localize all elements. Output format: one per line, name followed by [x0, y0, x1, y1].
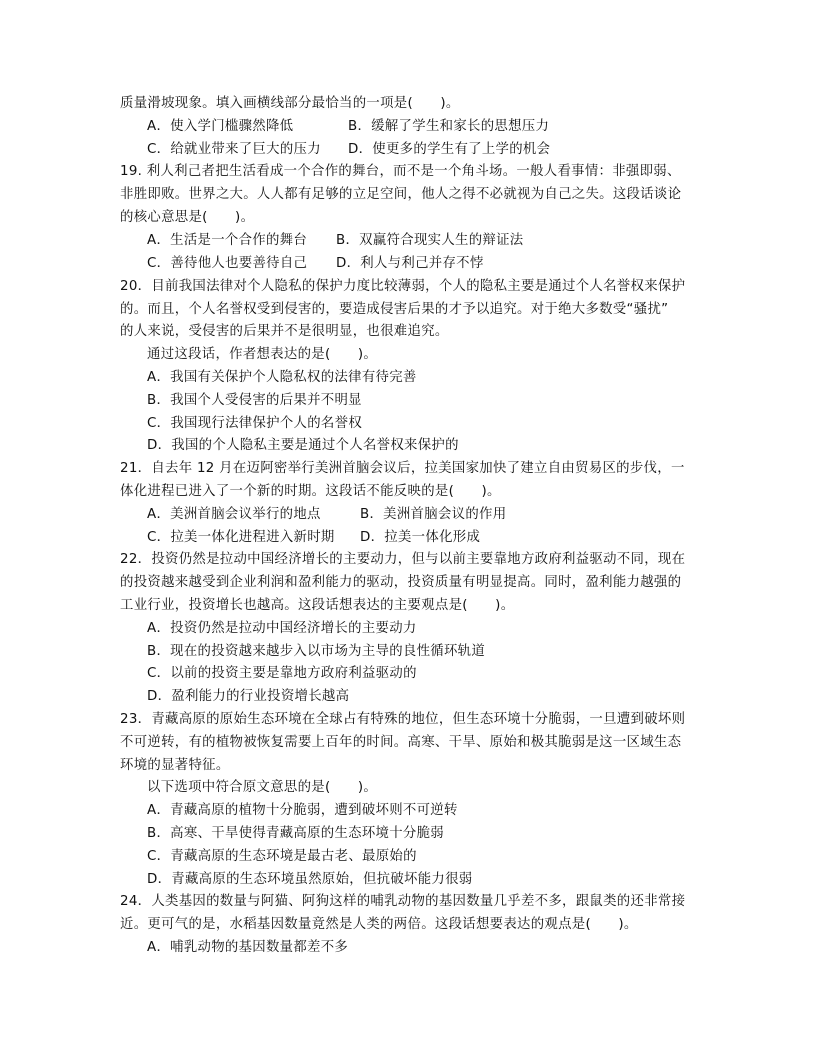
- question-19: 19. 利人利己者把生活看成一个合作的舞台，而不是一个角斗场。一般人看事情：非强即弱、: [120, 164, 681, 179]
- option-b: B．现在的投资越来越步入以市场为主导的良性循环轨道: [147, 644, 486, 659]
- text-line: 工业行业，投资增长也越高。这段话想表达的主要观点是( )。: [120, 598, 515, 613]
- question-22: 22．投资仍然是拉动中国经济增长的主要动力，但与以前主要靠地方政府利益驱动不同，现在: [120, 552, 686, 567]
- option-d: D．青藏高原的生态环境虽然原始，但抗破坏能力很弱: [147, 872, 473, 887]
- option-c: C．我国现行法律保护个人的名誉权: [147, 416, 363, 431]
- option-c: C．青藏高原的生态环境是最古老、最原始的: [147, 849, 417, 864]
- option-d: D．利人与利己并存不悖: [336, 256, 484, 271]
- question-prompt: 通过这段话，作者想表达的是( )。: [147, 347, 378, 362]
- question-prompt: 以下选项中符合原文意思的是( )。: [147, 780, 378, 795]
- text-line: 非胜即败。世界之大。人人都有足够的立足空间，他人之得不必就视为自己之失。这段话谈论: [120, 187, 682, 202]
- option-d: D．使更多的学生有了上学的机会: [348, 142, 551, 157]
- option-c: C．给就业带来了巨大的压力: [147, 142, 321, 157]
- option-a: A．我国有关保护个人隐私权的法律有待完善: [147, 370, 417, 385]
- question-21: 21．自去年 12 月在迈阿密举行美洲首脑会议后，拉美国家加快了建立自由贸易区的步伐，一: [120, 461, 685, 476]
- option-b: B．缓解了学生和家长的思想压力: [348, 119, 550, 134]
- question-23: 23．青藏高原的原始生态环境在全球占有特殊的地位，但生态环境十分脆弱，一旦遭到破坏则: [120, 712, 686, 727]
- text-line: 的核心意思是( )。: [120, 210, 255, 225]
- option-d: D．我国的个人隐私主要是通过个人名誉权来保护的: [147, 438, 459, 453]
- text-line: 环境的显著特征。: [120, 758, 230, 773]
- text-line: 体化进程已进入了一个新的时期。这段话不能反映的是( )。: [120, 484, 501, 499]
- text-line: 近。更可气的是，水稻基因数量竟然是人类的两倍。这段话想要表达的观点是( )。: [120, 917, 638, 932]
- option-a: A．使入学门槛骤然降低: [147, 119, 294, 134]
- option-b: B．我国个人受侵害的后果并不明显: [147, 393, 362, 408]
- option-c: C．以前的投资主要是靠地方政府利益驱动的: [147, 666, 417, 681]
- option-a: A．哺乳动物的基因数量都差不多: [147, 940, 349, 955]
- text-line: 的。而且，个人名誉权受到侵害的，要造成侵害后果的才予以追究。对于绝大多数受“骚扰”: [120, 302, 669, 317]
- option-b: B．双赢符合现实人生的辩证法: [336, 233, 524, 248]
- text-line: 的人来说，受侵害的后果并不是很明显，也很难追究。: [120, 324, 449, 339]
- text-line: 质量滑坡现象。填入画横线部分最恰当的一项是( )。: [120, 96, 460, 111]
- option-a: A．投资仍然是拉动中国经济增长的主要动力: [147, 621, 417, 636]
- option-b: B．美洲首脑会议的作用: [360, 507, 507, 522]
- text-line: 的投资越来越受到企业利润和盈利能力的驱动，投资质量有明显提高。同时，盈利能力越强的: [120, 575, 682, 590]
- option-a: A．美洲首脑会议举行的地点: [147, 507, 321, 522]
- text-line: 不可逆转，有的植物被恢复需要上百年的时间。高寒、干旱、原始和极其脆弱是这一区域生态: [120, 735, 682, 750]
- option-a: A．生活是一个合作的舞台: [147, 233, 308, 248]
- option-c: C．拉美一体化进程进入新时期: [147, 530, 335, 545]
- option-d: D．盈利能力的行业投资增长越高: [147, 689, 350, 704]
- question-20: 20．目前我国法律对个人隐私的保护力度比较薄弱，个人的隐私主要是通过个人名誉权来保护: [120, 279, 686, 294]
- option-b: B．高寒、干旱使得青藏高原的生态环境十分脆弱: [147, 826, 444, 841]
- option-c: C．善待他人也要善待自己: [147, 256, 308, 271]
- question-24: 24．人类基因的数量与阿猫、阿狗这样的哺乳动物的基因数量几乎差不多，跟鼠类的还非常接: [120, 894, 686, 909]
- option-a: A．青藏高原的植物十分脆弱，遭到破坏则不可逆转: [147, 803, 458, 818]
- option-d: D．拉美一体化形成: [360, 530, 481, 545]
